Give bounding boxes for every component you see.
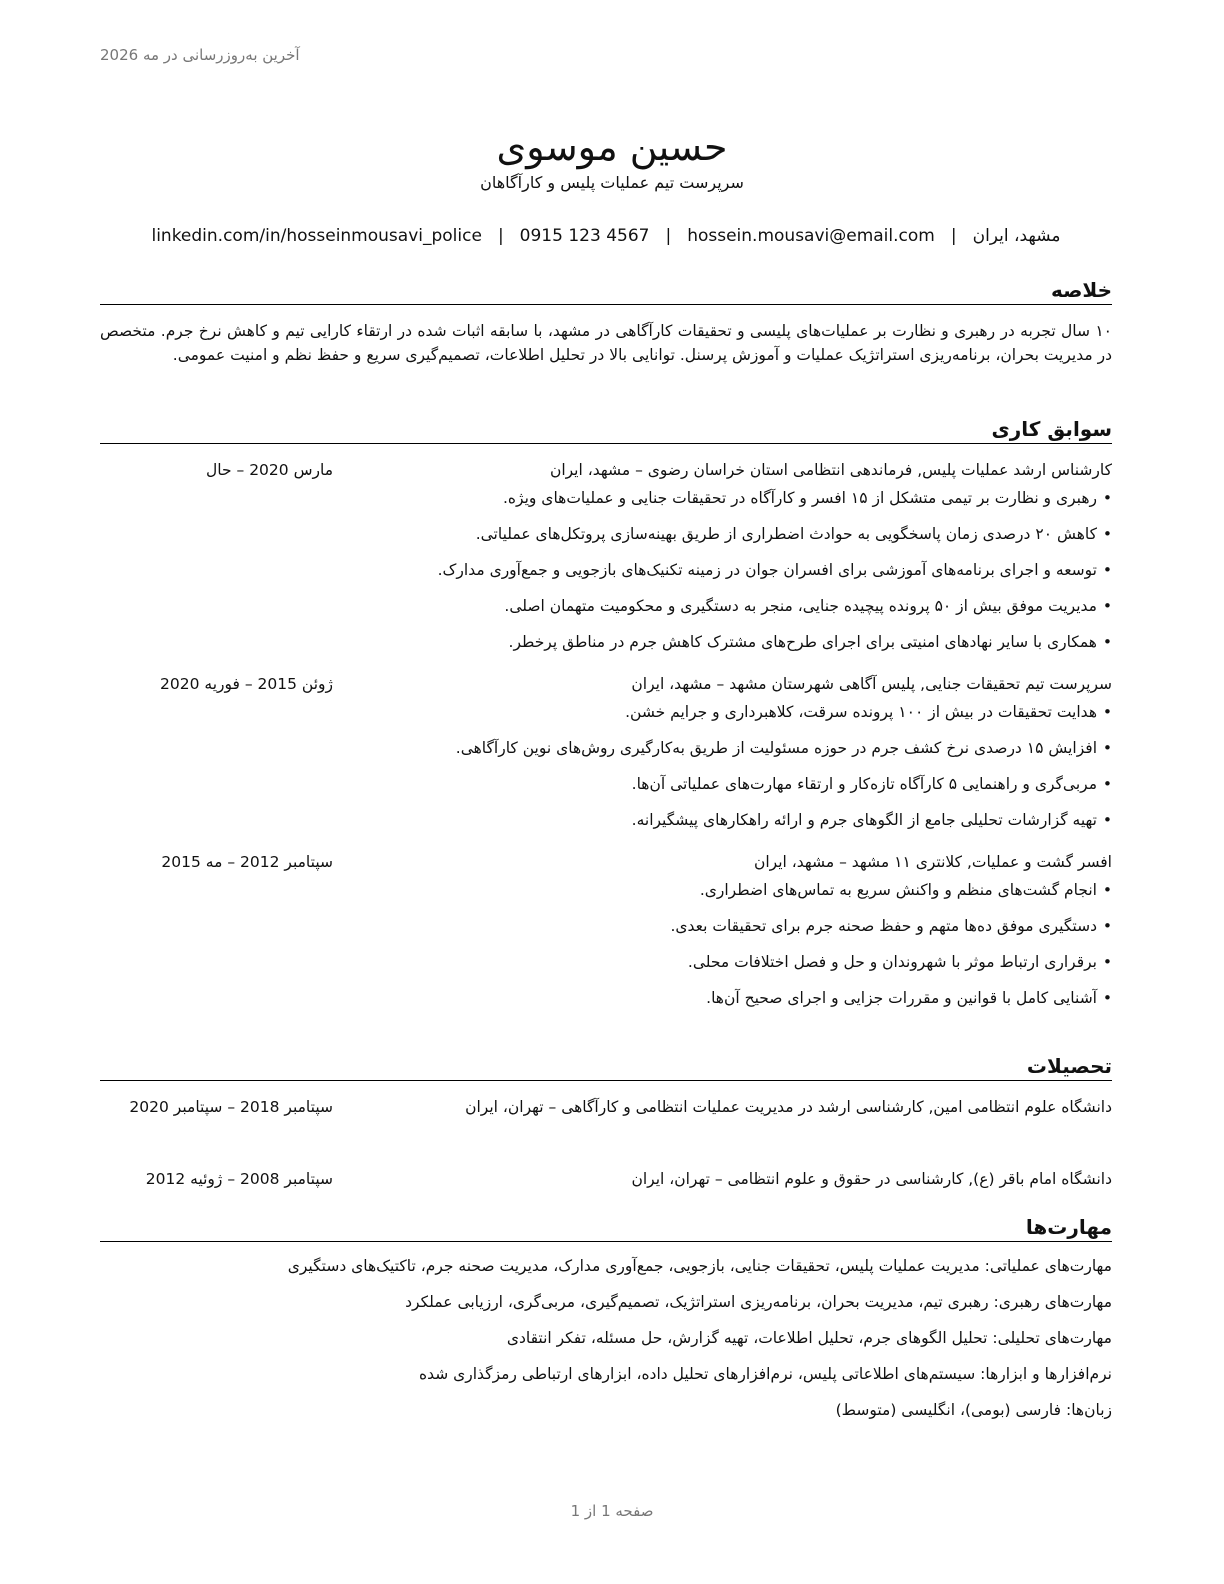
page-number: صفحه 1 از 1 xyxy=(570,1502,654,1520)
last-updated: آخرین به‌روزرسانی در مه 2026 xyxy=(100,46,300,64)
list-item: • رهبری و نظارت بر تیمی متشکل از ۱۵ افسر و کارآگاه در تحقیقات جنایی و عملیات‌های ویژه. xyxy=(100,486,1112,510)
list-item: • همکاری با سایر نهادهای امنیتی برای اجرای طرح‌های مشترک کاهش جرم در مناطق پرخطر. xyxy=(100,630,1112,654)
job-bullets xyxy=(100,486,1112,654)
candidate-title: سرپرست تیم عملیات پلیس و کارآگاهان xyxy=(480,173,744,192)
list-item: • کاهش ۲۰ درصدی زمان پاسخگویی به حوادث اضطراری از طریق بهینه‌سازی پروتکل‌های عملیاتی. xyxy=(100,522,1112,546)
list-item: • مربی‌گری و راهنمایی ۵ کارآگاه تازه‌کار و ارتقاء مهارت‌های عملیاتی آن‌ها. xyxy=(100,772,1112,796)
job-header xyxy=(100,672,1112,696)
list-item: • تهیه گزارشات تحلیلی جامع از الگوهای جرم و ارائه راهکارهای پیشگیرانه. xyxy=(100,808,1112,832)
section-heading-experience: سوابق کاری xyxy=(100,415,1112,444)
job-bullets xyxy=(100,700,1112,832)
candidate-name: حسین موسوی xyxy=(496,125,728,170)
section-heading-skills: مهارت‌ها xyxy=(100,1213,1112,1242)
skill-line: نرم‌افزارها و ابزارها: سیستم‌های اطلاعاتی پلیس، نرم‌افزارهای تحلیل داده، ابزارهای ارتباطی رمزگذاری شده xyxy=(418,1365,1112,1383)
education-entry xyxy=(100,1167,1112,1195)
skill-line: مهارت‌های رهبری: رهبری تیم، مدیریت بحران، برنامه‌ریزی استراتژیک، تصمیم‌گیری، مربی‌گری، ارزیابی عملکرد xyxy=(405,1293,1112,1311)
summary-text: ۱۰ سال تجربه در رهبری و نظارت بر عملیات‌های پلیسی و تحقیقات کارآگاهی در مشهد، با سابقه اثبات شده در ارتقاء کارایی تیم و کاهش نرخ جرم. متخصص در مدیریت بحران، برنامه‌ریزی استراتژیک عملیات و آموزش پرسنل. توانایی بالا در تحلیل اطلاعات، تصمیم‌گیری سریع و حفظ نظم و امنیت عمومی. xyxy=(100,322,1112,364)
contact-phone[interactable]: 0915 123 4567 xyxy=(519,226,650,246)
skill-line: زبان‌ها: فارسی (بومی)، انگلیسی (متوسط) xyxy=(835,1401,1112,1419)
job-header xyxy=(100,850,1112,874)
job-dates: سپتامبر 2012 – مه 2015 xyxy=(161,853,333,871)
contact-line xyxy=(100,224,1112,248)
list-item: • انجام گشت‌های منظم و واکنش سریع به تماس‌های اضطراری. xyxy=(100,878,1112,902)
list-item: • برقراری ارتباط موثر با شهروندان و حل و فصل اختلافات محلی. xyxy=(100,950,1112,974)
education-entry xyxy=(100,1095,1112,1147)
skill-line: مهارت‌های عملیاتی: مدیریت عملیات پلیس، تحقیقات جنایی، بازجویی، جمع‌آوری مدارک، مدیریت صحنه جرم، تاکتیک‌های دستگیری xyxy=(287,1257,1112,1275)
section-heading-summary: خلاصه xyxy=(100,276,1112,305)
job-dates: مارس 2020 – حال xyxy=(206,461,333,479)
list-item: • توسعه و اجرای برنامه‌های آموزشی برای افسران جوان در زمینه تکنیک‌های بازجویی و جمع‌آوری مدارک. xyxy=(100,558,1112,582)
job-bullets xyxy=(100,878,1112,1010)
skills-section xyxy=(100,1213,1112,1434)
list-item: • افزایش ۱۵ درصدی نرخ کشف جرم در حوزه مسئولیت از طریق به‌کارگیری روش‌های نوین کارآگاهی. xyxy=(100,736,1112,760)
list-item: • آشنایی کامل با قوانین و مقررات جزایی و اجرای صحیح آن‌ها. xyxy=(100,986,1112,1010)
contact-separator: | xyxy=(950,226,957,246)
list-item: • مدیریت موفق بیش از ۵۰ پرونده پیچیده جنایی، منجر به دستگیری و محکومیت متهمان اصلی. xyxy=(100,594,1112,618)
experience-section xyxy=(100,415,1112,1022)
list-item: • هدایت تحقیقات در بیش از ۱۰۰ پرونده سرقت، کلاهبرداری و جرایم خشن. xyxy=(100,700,1112,724)
job-entry xyxy=(100,850,1112,1010)
education-section xyxy=(100,1052,1112,1195)
education-dates: سپتامبر 2008 – ژوئیه 2012 xyxy=(145,1170,333,1188)
job-header xyxy=(100,458,1112,482)
contact-separator: | xyxy=(665,226,672,246)
job-dates: ژوئن 2015 – فوریه 2020 xyxy=(160,675,333,693)
job-entry xyxy=(100,458,1112,654)
summary-section xyxy=(100,276,1112,367)
skill-line: مهارت‌های تحلیلی: تحلیل الگوهای جرم، تحلیل اطلاعات، تهیه گزارش، حل مسئله، تفکر انتقادی xyxy=(506,1329,1112,1347)
education-institution: دانشگاه علوم انتظامی امین, کارشناسی ارشد در مدیریت عملیات انتظامی و کارآگاهی – تهران، ایران xyxy=(465,1098,1112,1116)
education-dates: سپتامبر 2018 – سپتامبر 2020 xyxy=(129,1098,333,1116)
job-organization: کارشناس ارشد عملیات پلیس, فرماندهی انتظامی استان خراسان رضوی – مشهد، ایران xyxy=(549,461,1112,479)
job-organization: سرپرست تیم تحقیقات جنایی, پلیس آگاهی شهرستان مشهد – مشهد، ایران xyxy=(631,675,1112,693)
skills-list xyxy=(100,1254,1112,1422)
list-item: • دستگیری موفق ده‌ها متهم و حفظ صحنه جرم برای تحقیقات بعدی. xyxy=(100,914,1112,938)
contact-linkedin[interactable]: linkedin.com/in/hosseinmousavi_police xyxy=(151,226,482,246)
section-heading-education: تحصیلات xyxy=(100,1052,1112,1081)
education-institution: دانشگاه امام باقر (ع), کارشناسی در حقوق و علوم انتظامی – تهران، ایران xyxy=(631,1170,1112,1188)
job-entry xyxy=(100,672,1112,832)
job-organization: افسر گشت و عملیات, کلانتری ۱۱ مشهد – مشهد، ایران xyxy=(753,853,1112,871)
contact-location: مشهد، ایران xyxy=(972,226,1061,246)
contact-separator: | xyxy=(497,226,504,246)
contact-email[interactable]: hossein.mousavi@email.com xyxy=(687,226,935,246)
